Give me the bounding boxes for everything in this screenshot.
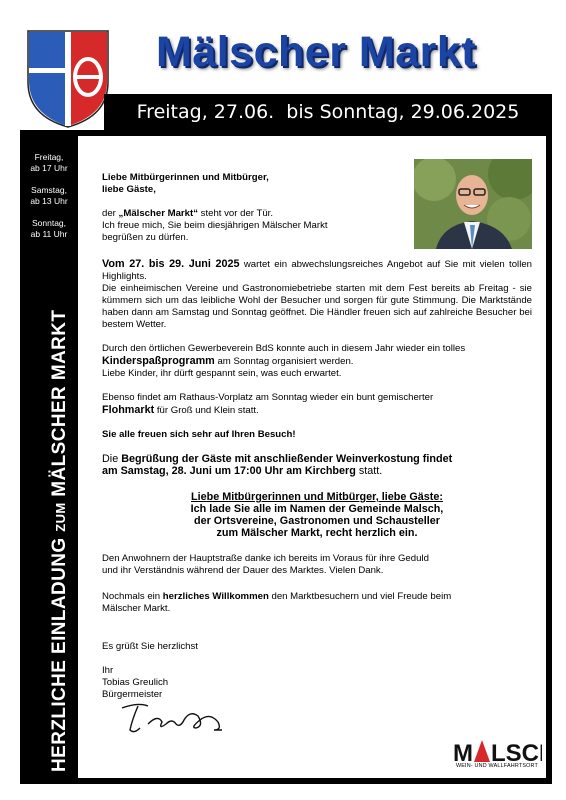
time-saturday: Samstag, ab 13 Uhr: [30, 185, 68, 206]
time-friday: Freitag, ab 17 Uhr: [30, 152, 68, 173]
invitation-block: Liebe Mitbürgerinnen und Mitbürger, liebe Gäste: Ich lade Sie alle im Namen der Gemeinde Malsch, der Ortsvereine, Gastronomen und Schausteller zum Mälscher Markt, recht herzlich ein.: [190, 491, 444, 539]
signature-icon: [118, 700, 228, 736]
coat-of-arms-icon: [27, 30, 109, 128]
letter-body: Liebe Mitbürgerinnen und Mitbürger, liebe Gäste, der „Mälscher Markt“ steht vor der Tür. Ich freue mich, Sie beim diesjährigen Mälscher Markt begrüßen zu dürfen. Vom 27. bis 29. Juni 2025 wartet ein abwechslungsreiches Angebot auf Sie mit vielen tollen Highlights. Die einheimischen Vereine und Gastronomiebetriebe starten mit dem Fest bereits ab Freitag - sie kümmern sich um das leibliche Wohl der Besucher und sorgen für gute Stimmung. Die Marktstände haben dann am Samstag und Sonntag geöffnet. Die Händler freuen sich auf zahlreiche Besucher bei bestem Wetter. Durch den örtlichen Gewerbeverein BdS konnte auch in diesem Jahr wieder ein tolles Kinderspaßprogramm am Sonntag organisiert werden. Liebe Kinder, ihr dürft gespannt sein, was euch erwartet. Ebenso findet am Rathaus-Vorplatz am Sonntag wieder ein bunt gemischerter Flohmarkt für Groß und Klein statt. Sie alle freuen sich sehr auf Ihren Besuch! Die Begrüßung der Gäste mit anschließender Weinverkostung findet am Samstag, 28. Juni um 17:00 Uhr am Kirchberg statt. Liebe Mitbürgerinnen und Mitbürger, liebe Gäste: Ich lade Sie alle im Namen der Gemeinde Malsch, der Ortsvereine, Gastronomen und Schausteller zum Mälscher Markt, recht herzlich ein. Den Anwohnern der Hauptstraße danke ich bereits im Voraus für ihre Geduld und ihr Verständnis während der Dauer des Marktes. Vielen Dank. Nochmals ein herzliches Willkommen den Marktbesuchern und viel Freude beim Mälscher Markt. Es grüßt Sie herzlichst Ihr Tobias Greulich Bürgermeister: [102, 172, 532, 700]
logo-a-mark: [474, 740, 490, 762]
program-paragraph: Vom 27. bis 29. Juni 2025 wartet ein abwechslungsreiches Angebot auf Sie mit vielen tollen Highlights.: [102, 258, 532, 282]
vertical-invitation-text: HERZLICHE EINLADUNG ZUM MÄLSCHER MARKT: [49, 309, 70, 772]
logo-tagline: WEIN- UND WALLFAHRTSORT: [455, 763, 539, 769]
logo-text: M: [453, 740, 473, 767]
closing-welcome: Nochmals ein herzliches Willkommen den Marktbesuchern und viel Freude beim: [102, 591, 452, 602]
kids-program: Kinderspaßprogramm am Sonntag organisiert werden.: [102, 355, 354, 367]
signatory-name: Tobias Greulich: [102, 677, 169, 688]
date-banner: Freitag, 27.06. bis Sonntag, 29.06.2025: [104, 94, 552, 130]
greeting-line-1: Liebe Mitbürgerinnen und Mitbürger,: [102, 172, 269, 183]
ihr-label: Ihr: [102, 665, 114, 676]
visit-line: Sie alle freuen sich sehr auf Ihren Besuch!: [102, 429, 296, 440]
header: [98, 0, 566, 92]
intro-paragraph: der „Mälscher Markt“ steht vor der Tür.: [102, 208, 274, 219]
opening-times: [22, 152, 76, 251]
welcome-event: Die Begrüßung der Gäste mit anschließender Weinverkostung findet: [102, 453, 453, 465]
svg-text:LSCH: LSC: [491, 740, 539, 767]
signatory-role: Bürgermeister: [102, 689, 163, 700]
malsch-logo: [452, 736, 542, 776]
page-title: Mälscher Markt: [156, 28, 477, 76]
time-sunday: Sonntag, ab 11 Uhr: [30, 218, 68, 239]
closing-line: Es grüßt Sie herzlichst: [102, 641, 198, 652]
flea-market: Flohmarkt für Groß und Klein statt.: [102, 404, 259, 416]
greeting-line-2: liebe Gäste,: [102, 184, 156, 195]
